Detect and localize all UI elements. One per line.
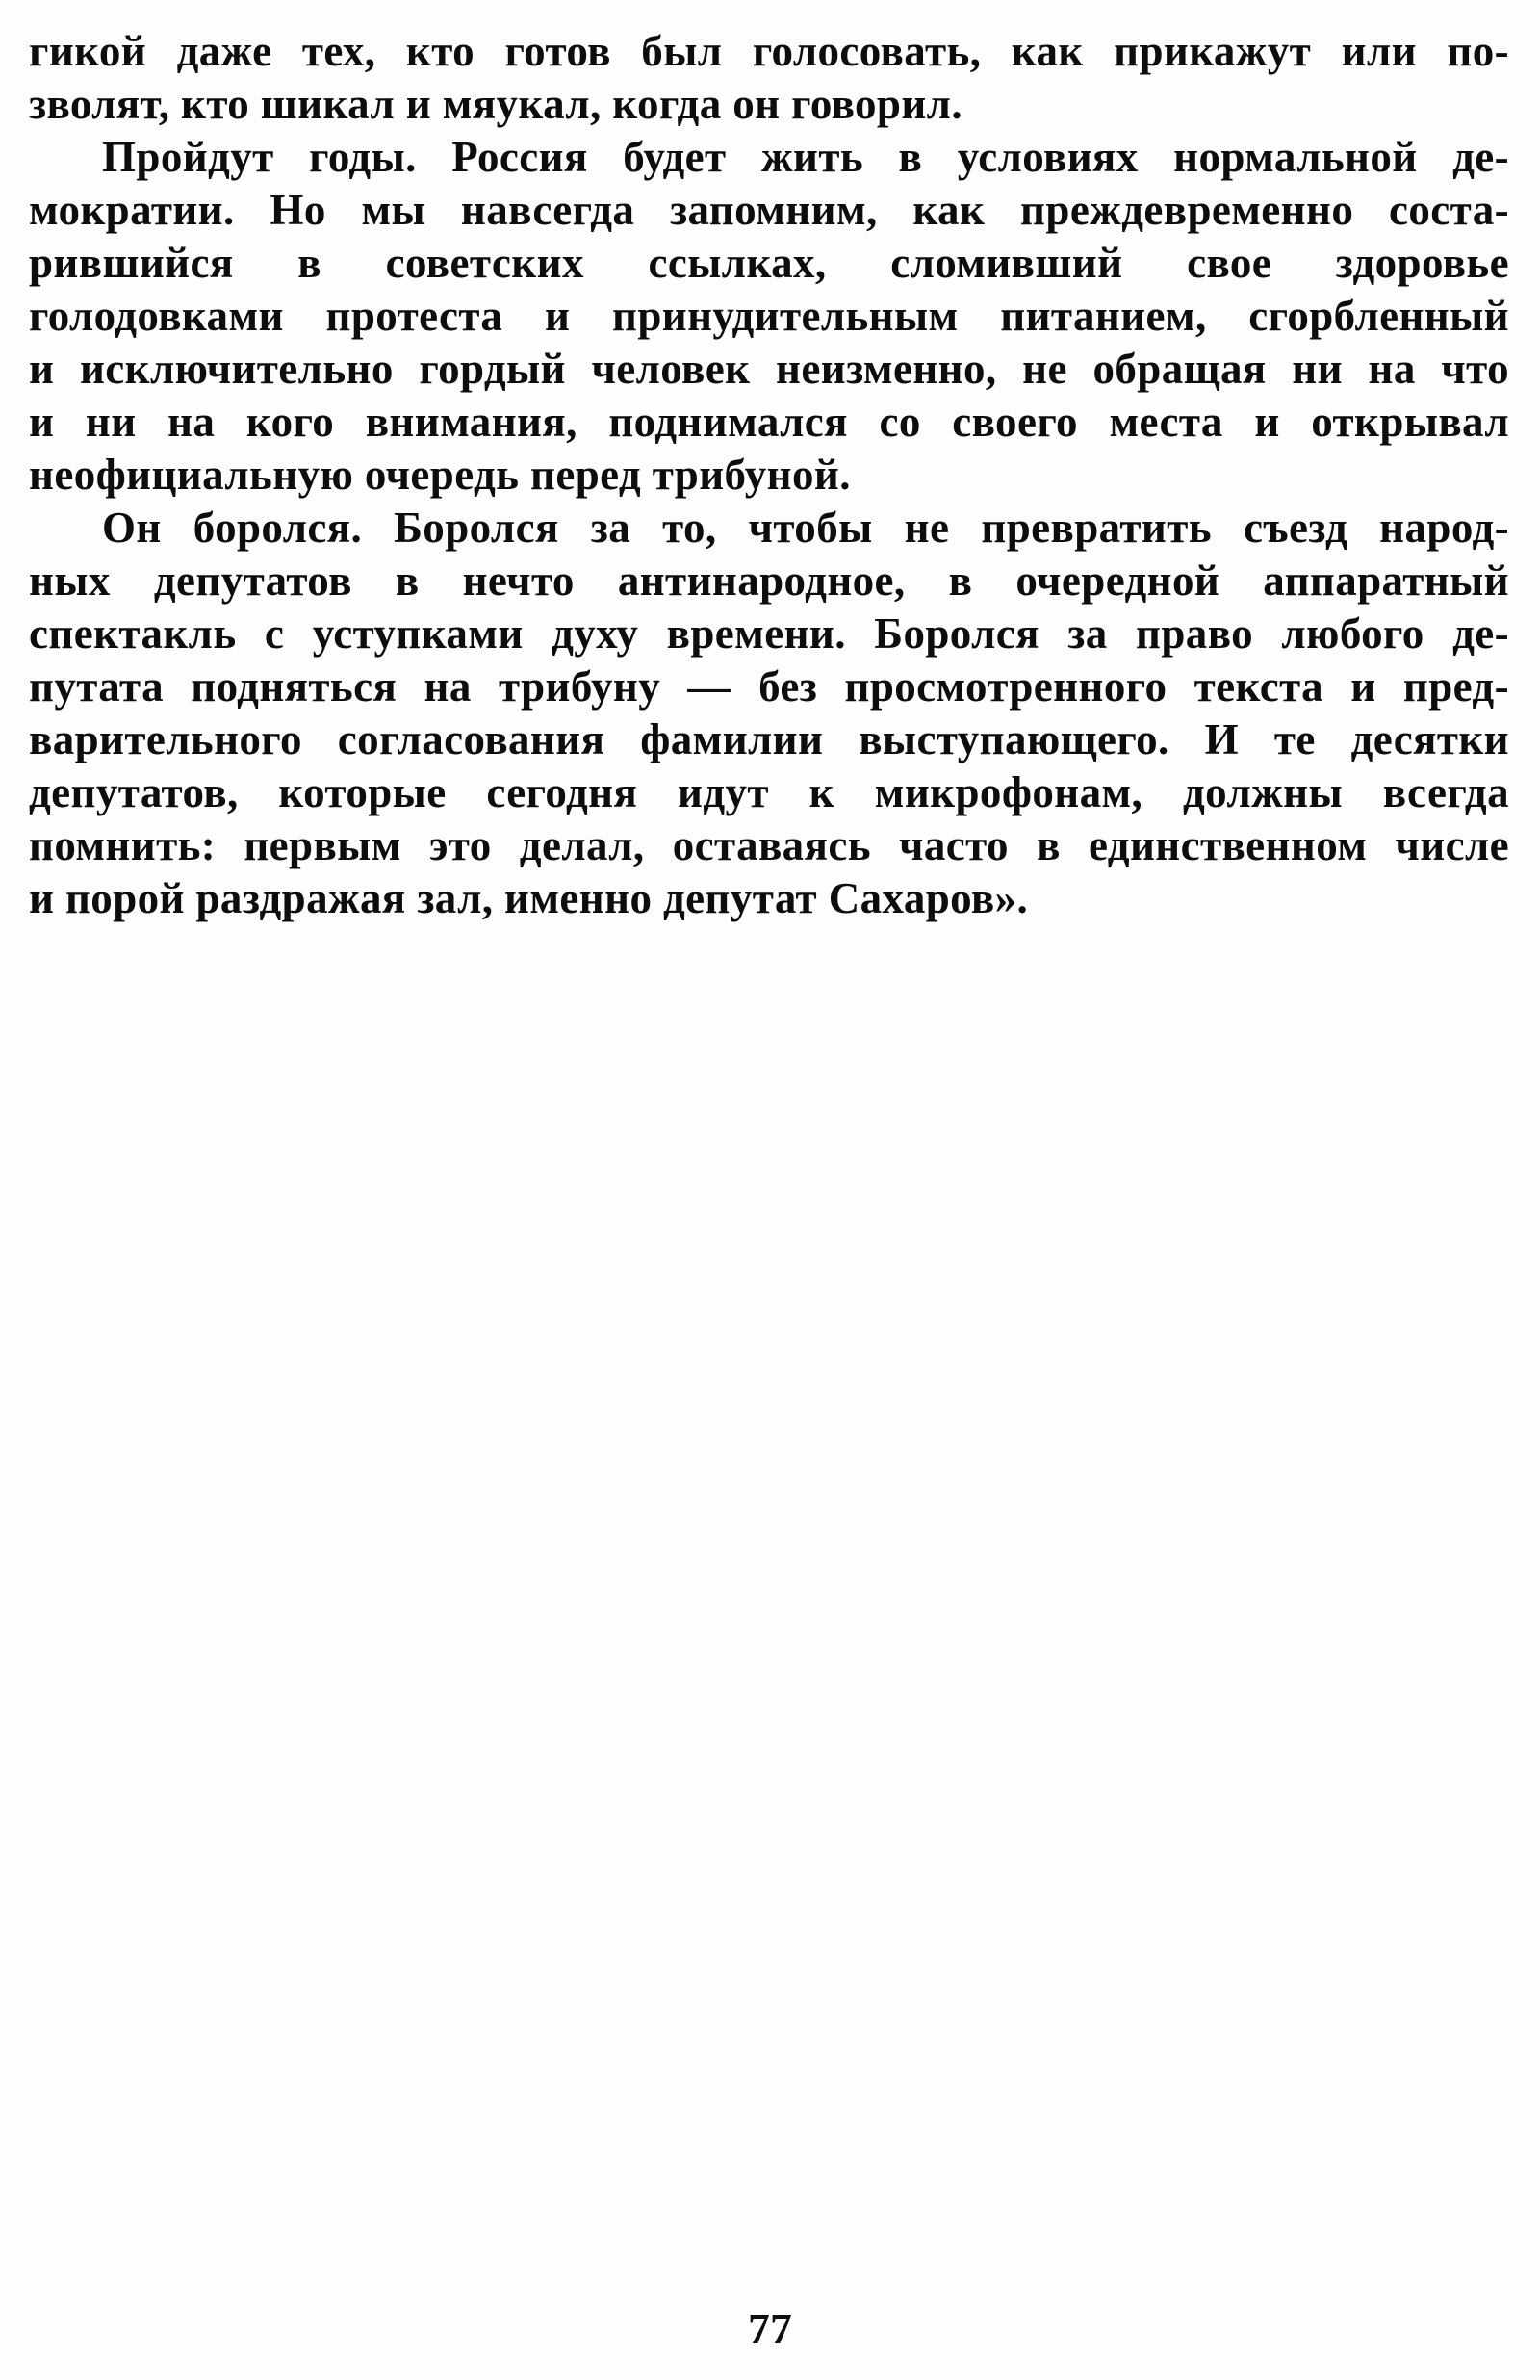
text-line: ных депутатов в нечто антинародное, в очередной аппаратный (29, 556, 1509, 605)
text-line: гикой даже тех, кто готов был голосовать, как прикажут или по- (29, 27, 1509, 75)
text-line: рившийся в советских ссылках, сломивший свое здоровье (29, 239, 1509, 287)
text-line: спектакль с уступками духу времени. Боролся за право любого де- (29, 609, 1509, 658)
text-line: Пройдут годы. Россия будет жить в условиях нормальной де- (102, 133, 1509, 181)
text-line: зволят, кто шикал и мяукал, когда он говорил. (29, 80, 962, 128)
text-block (29, 25, 1509, 925)
text-line: Он боролся. Боролся за то, чтобы не превратить съезд народ- (102, 504, 1509, 552)
page-number: 77 (748, 2304, 792, 2353)
text-line: мократии. Но мы навсегда запомним, как преждевременно соста- (29, 186, 1509, 234)
text-line: помнить: первым это делал, оставаясь часто в единственном числе (29, 821, 1509, 869)
text-line: и исключительно гордый человек неизменно, не обращая ни на что (29, 345, 1509, 393)
text-line: депутатов, которые сегодня идут к микрофонам, должны всегда (29, 768, 1509, 816)
text-line: варительного согласования фамилии выступающего. И те десятки (29, 715, 1509, 763)
text-line: и ни на кого внимания, поднимался со своего места и открывал (29, 398, 1509, 446)
text-line: неофициальную очередь перед трибуной. (29, 451, 851, 499)
text-line: и порой раздражая зал, именно депутат Сахаров». (29, 874, 1029, 922)
text-line: голодовками протеста и принудительным питанием, сгорбленный (29, 292, 1509, 340)
text-line: путата подняться на трибуну — без просмотренного текста и пред- (29, 662, 1509, 711)
